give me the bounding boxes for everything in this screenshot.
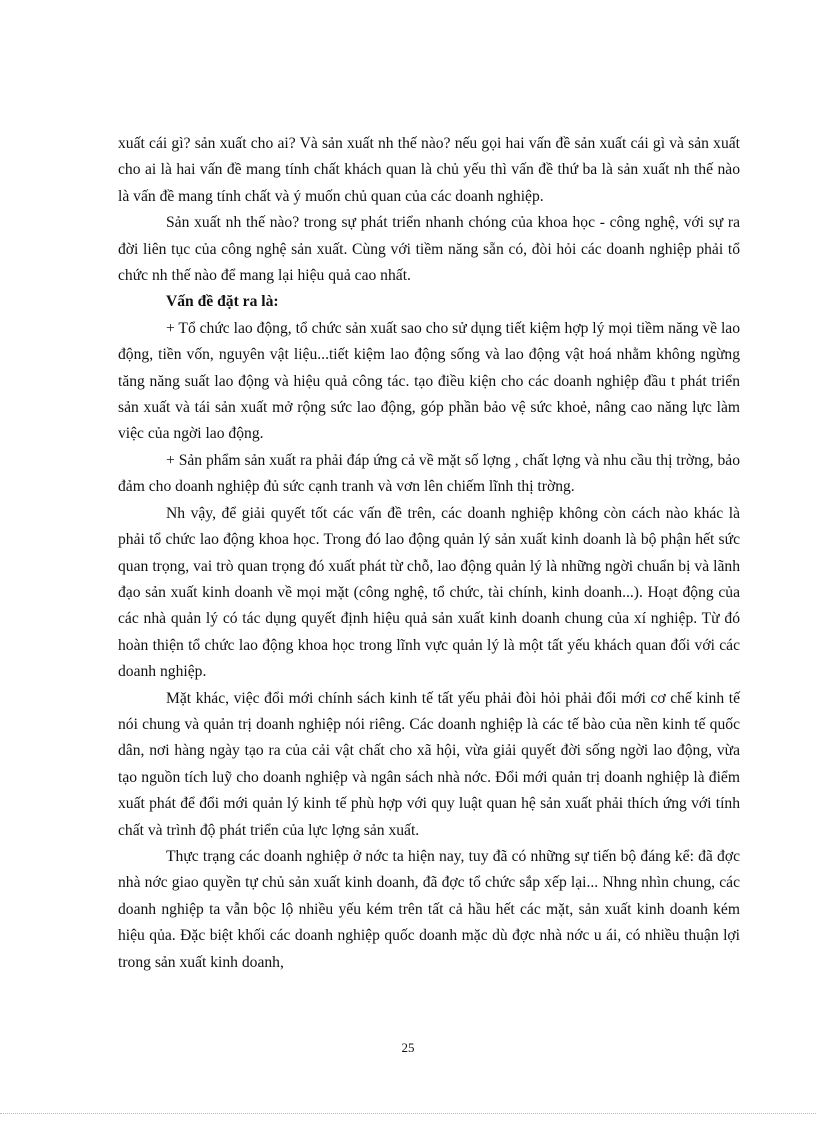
paragraph: Mặt khác, việc đổi mới chính sách kinh tế tất yếu phải đòi hỏi phải đổi mới cơ chế kinh tế nói chung và quản trị doanh nghiệp nói riêng. Các doanh nghiệp là các tế bào của nền kinh tế quốc dân, nơi hàng ngày tạo ra của cải vật chất cho xã hội, vừa giải quyết đời sống ngời lao động, vừa tạo nguồn tích luỹ cho doanh nghiệp và ngân sách nhà nớc. Đổi mới quản trị doanh nghiệp là điểm xuất phát để đổi mới quản lý kinh tế phù hợp với quy luật quan hệ sản xuất phải thích ứng với tính chất và trình độ phát triển của lực lợng sản xuất. bbox=[118, 689, 740, 839]
paragraph: Thực trạng các doanh nghiệp ở nớc ta hiện nay, tuy đã có những sự tiến bộ đáng kể: đã đợc nhà nớc giao quyền tự chủ sản xuất kinh doanh, đã đợc tổ chức sắp xếp lại... Nhng nhìn chung, các doanh nghiệp ta vẫn bộc lộ nhiều yếu kém trên tất cả hầu hết các mặt, sản xuất kinh doanh kém hiệu qủa. Đặc biệt khối các doanh nghiệp quốc doanh mặc dù đợc nhà nớc u ái, có nhiều thuận lợi trong sản xuất kinh doanh, bbox=[118, 847, 740, 971]
paragraph: xuất cái gì? sản xuất cho ai? Và sản xuất nh thế nào? nếu gọi hai vấn đề sản xuất cái gì và sản xuất cho ai là hai vấn đề mang tính chất khách quan là chủ yếu thì vấn đề thứ ba là sản xuất nh thế nào là vấn đề mang tính chất và ý muốn chủ quan của các doanh nghiệp. bbox=[118, 135, 740, 205]
paragraph: + Sản phẩm sản xuất ra phải đáp ứng cả về mặt số lợng , chất lợng và nhu cầu thị trờng, bảo đảm cho doanh nghiệp đủ sức cạnh tranh và vơn lên chiếm lĩnh thị trờng. bbox=[118, 451, 740, 496]
document-body bbox=[118, 131, 740, 976]
paragraph: Sản xuất nh thế nào? trong sự phát triển nhanh chóng của khoa học - công nghệ, với sự ra đời liên tục của công nghệ sản xuất. Cùng với tiềm năng sẵn có, đòi hỏi các doanh nghiệp phải tổ chức nh thế nào để mang lại hiệu quả cao nhất. bbox=[118, 214, 740, 285]
section-heading: Vấn đề đặt ra là: bbox=[166, 293, 279, 311]
page-number: 25 bbox=[401, 1040, 415, 1055]
paragraph: + Tổ chức lao động, tổ chức sản xuất sao cho sử dụng tiết kiệm hợp lý mọi tiềm năng về lao động, tiền vốn, nguyên vật liệu...tiết kiệm lao động sống và lao động vật hoá nhằm không ngừng tăng năng suất lao động và hiệu quả công tác. tạo điều kiện cho các doanh nghiệp đầu t phát triển sản xuất và tái sản xuất mở rộng sức lao động, góp phần bảo vệ sức khoẻ, nâng cao năng lực làm việc của ngời lao động. bbox=[118, 319, 740, 443]
page-bottom-border bbox=[0, 1113, 816, 1114]
paragraph: Nh vậy, để giải quyết tốt các vấn đề trên, các doanh nghiệp không còn cách nào khác là phải tổ chức lao động khoa học. Trong đó lao động quản lý sản xuất kinh doanh là bộ phận hết sức quan trọng, vai trò quan trọng đó xuất phát từ chỗ, lao động quản lý là những ngời chuẩn bị và lãnh đạo sản xuất kinh doanh về mọi mặt (công nghệ, tổ chức, tài chính, kinh doanh...). Hoạt động của các nhà quản lý có tác dụng quyết định hiệu quả sản xuất kinh doanh chung của xí nghiệp. Từ đó hoàn thiện tổ chức lao động khoa học trong lĩnh vực quản lý là một tất yếu khách quan đối với các doanh nghiệp. bbox=[118, 504, 740, 681]
